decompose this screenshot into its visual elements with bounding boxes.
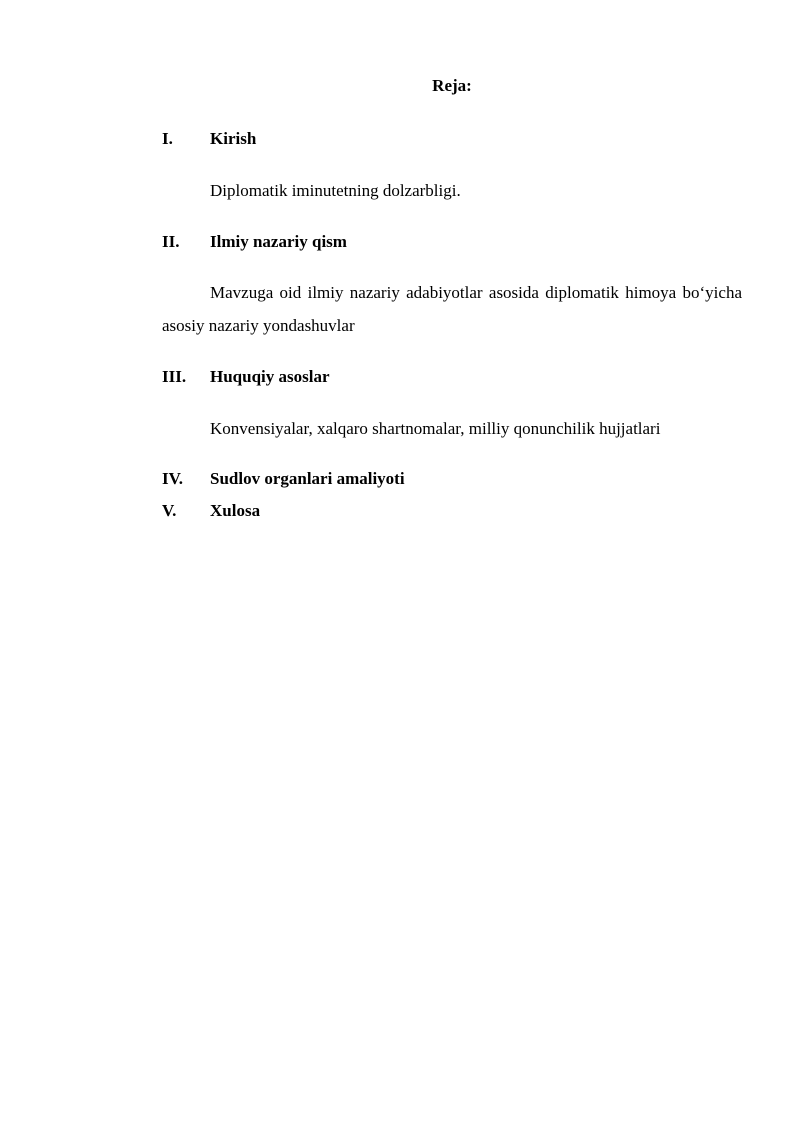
section-body-3: Konvensiyalar, xalqaro shartnomalar, milliy qonunchilik hujjatlari: [210, 419, 661, 438]
section-title: Sudlov organlari amaliyoti: [210, 469, 405, 488]
section-body-1: Diplomatik iminutetning dolzarbligi.: [210, 181, 461, 200]
section-title: Kirish: [210, 129, 257, 148]
section-title: Xulosa: [210, 501, 261, 520]
section-number: III.: [162, 367, 187, 386]
section-number: V.: [162, 501, 177, 520]
section-title: Ilmiy nazariy qism: [210, 232, 347, 251]
section-number: I.: [162, 129, 173, 148]
section-title: Huquqiy asoslar: [210, 367, 330, 386]
page-title: Reja:: [432, 76, 472, 95]
section-body-2: Mavzuga oid ilmiy nazariy adabiyotlar asosida diplomatik himoya bo‘yicha asosiy nazariy yondashuvlar: [162, 283, 742, 335]
section-number: IV.: [162, 469, 183, 488]
section-number: II.: [162, 232, 180, 251]
